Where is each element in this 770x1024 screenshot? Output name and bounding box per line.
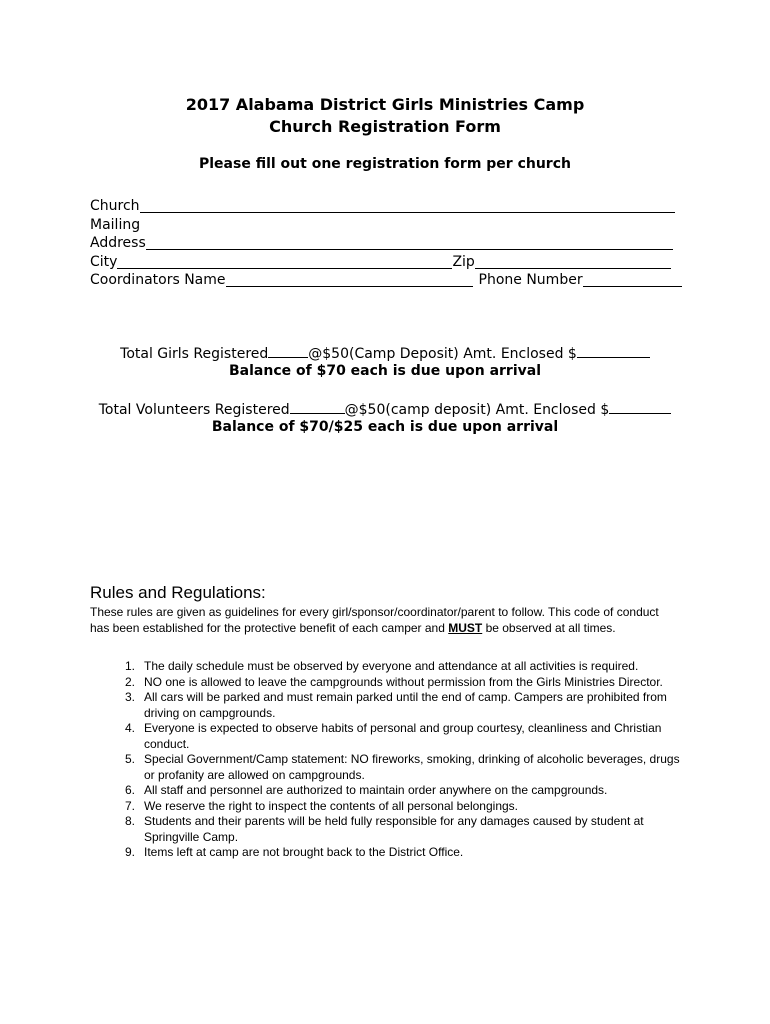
rule-text: The daily schedule must be observed by everyone and attendance at all activities is required.	[144, 659, 639, 673]
rule-text: Special Government/Camp statement: NO fireworks, smoking, drinking of alcoholic beverages, drugs or profanity are allowed on campgrounds.	[144, 752, 680, 782]
volunteers-amount-input-line[interactable]	[609, 400, 671, 414]
address-input-line[interactable]	[146, 235, 673, 250]
rules-list	[90, 659, 680, 861]
rule-text: All staff and personnel are authorized to maintain order anywhere on the campgrounds.	[144, 783, 608, 797]
girls-amount-input-line[interactable]	[577, 344, 650, 358]
rule-number: 3.	[124, 690, 135, 704]
girls-registered-label: Total Girls Registered	[120, 346, 269, 362]
rule-item	[90, 721, 680, 752]
zip-input-line[interactable]	[475, 254, 671, 269]
church-label: Church	[90, 198, 140, 214]
rule-item	[90, 659, 680, 675]
city-zip-field	[90, 253, 671, 271]
zip-label: Zip	[452, 254, 475, 270]
mailing-label: Mailing	[90, 217, 141, 233]
coordinators-name-input-line[interactable]	[226, 272, 473, 287]
rule-number: 8.	[124, 814, 135, 828]
girls-balance-note: Balance of $70 each is due upon arrival	[229, 363, 541, 379]
church-input-line[interactable]	[140, 198, 675, 213]
phone-number-input-line[interactable]	[583, 272, 682, 287]
volunteers-deposit-label: @$50(camp deposit) Amt. Enclosed $	[344, 402, 610, 418]
rules-intro	[90, 605, 670, 636]
title-line-1: 2017 Alabama District Girls Ministries Camp	[185, 95, 585, 114]
rule-item	[90, 675, 680, 691]
coordinator-phone-field	[90, 271, 682, 289]
form-title	[0, 94, 770, 138]
rule-item	[90, 845, 680, 861]
rule-text: Items left at camp are not brought back to the District Office.	[144, 845, 464, 859]
phone-number-label: Phone Number	[478, 272, 583, 288]
volunteers-registration-row	[0, 400, 770, 418]
rule-number: 2.	[124, 674, 135, 689]
title-line-2: Church Registration Form	[269, 117, 501, 136]
rule-number: 9.	[124, 845, 135, 859]
coordinators-name-label: Coordinators Name	[90, 272, 226, 288]
rule-number: 4.	[124, 721, 135, 735]
mailing-field	[90, 216, 140, 234]
rule-number: 5.	[124, 752, 135, 766]
girls-registration-row	[0, 344, 770, 362]
city-input-line[interactable]	[117, 254, 452, 269]
rules-intro-text-end: be observed at all times.	[482, 620, 616, 635]
rules-intro-emphasis: MUST	[448, 620, 483, 635]
rule-text: Everyone is expected to observe habits of personal and group courtesy, cleanliness and Christian conduct.	[144, 721, 662, 751]
rule-text: All cars will be parked and must remain parked until the end of camp. Campers are prohibited from driving on campgrounds.	[144, 690, 667, 720]
rules-intro-text: These rules are given as guidelines for every girl/sponsor/coordinator/parent to follow. This code of conduct has been established for the protective benefit of each camper and	[90, 605, 659, 635]
rule-number: 1.	[124, 659, 135, 673]
girls-deposit-label: @$50(Camp Deposit) Amt. Enclosed $	[308, 346, 577, 362]
rules-heading: Rules and Regulations:	[90, 583, 266, 602]
rule-item	[90, 783, 680, 799]
church-field	[90, 197, 675, 215]
rule-text: Students and their parents will be held fully responsible for any damages caused by student at Springville Camp.	[144, 814, 644, 844]
volunteers-balance-note: Balance of $70/$25 each is due upon arrival	[211, 419, 559, 435]
form-instruction: Please fill out one registration form per church	[199, 156, 571, 172]
rule-number: 7.	[124, 798, 135, 813]
rule-text: We reserve the right to inspect the contents of all personal belongings.	[144, 798, 518, 813]
volunteers-count-input-line[interactable]	[290, 400, 345, 414]
address-field	[90, 234, 673, 252]
girls-count-input-line[interactable]	[268, 344, 308, 358]
rule-item	[90, 799, 680, 815]
rule-item	[90, 814, 680, 845]
address-label: Address	[90, 235, 146, 251]
rule-text: NO one is allowed to leave the campgrounds without permission from the Girls Ministries Director.	[144, 674, 663, 689]
rule-number: 6.	[124, 783, 135, 797]
volunteers-registered-label: Total Volunteers Registered	[98, 402, 290, 418]
city-label: City	[90, 254, 118, 270]
rule-item	[90, 752, 680, 783]
rule-item	[90, 690, 680, 721]
